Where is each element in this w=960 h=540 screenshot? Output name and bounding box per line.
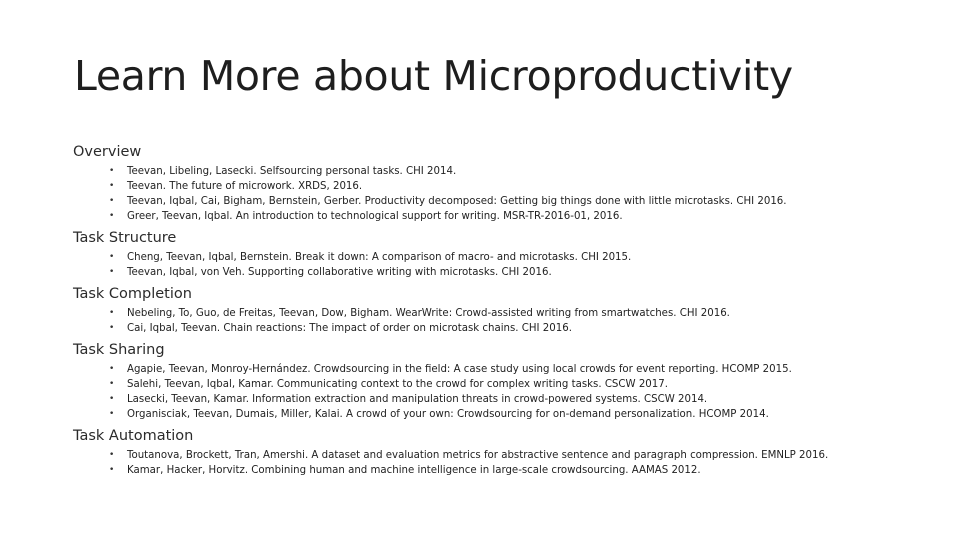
bullet-icon: •: [109, 450, 115, 460]
reference-items: [73, 250, 943, 280]
list-item: [73, 362, 943, 377]
slide-title: Learn More about Microproductivity: [74, 52, 793, 100]
bullet-icon: •: [109, 267, 115, 277]
reference-text: Kamar, Hacker, Horvitz. Combining human and machine intelligence in large-scale crowdsourcing. AAMAS 2012.: [127, 465, 701, 476]
list-item: [73, 321, 943, 336]
reference-text: Teevan. The future of microwork. XRDS, 2016.: [127, 181, 363, 192]
list-item: [73, 392, 943, 407]
list-item: [73, 377, 943, 392]
reference-text: Teevan, Iqbal, Cai, Bigham, Bernstein, Gerber. Productivity decomposed: Getting big things done with little microtasks. CHI 2016.: [127, 196, 787, 207]
list-item: [73, 194, 943, 209]
list-item: [73, 463, 943, 478]
reference-items: [73, 164, 943, 224]
reference-items: [73, 448, 943, 478]
reference-items: [73, 362, 943, 422]
section-task-completion: [73, 285, 943, 336]
bullet-icon: •: [109, 394, 115, 404]
reference-text: Cheng, Teevan, Iqbal, Bernstein. Break it down: A comparison of macro- and microtasks. CHI 2015.: [127, 252, 632, 263]
bullet-icon: •: [109, 465, 115, 475]
reference-text: Greer, Teevan, Iqbal. An introduction to technological support for writing. MSR-TR-2016-01, 2016.: [127, 211, 623, 222]
reference-text: Lasecki, Teevan, Kamar. Information extraction and manipulation threats in crowd-powered systems. CSCW 2014.: [127, 394, 708, 405]
bullet-icon: •: [109, 308, 115, 318]
reference-text: Organisciak, Teevan, Dumais, Miller, Kalai. A crowd of your own: Crowdsourcing for on-demand personalization. HCOMP 2014.: [127, 409, 769, 420]
list-item: [73, 265, 943, 280]
bullet-icon: •: [109, 196, 115, 206]
section-task-automation: [73, 427, 943, 478]
section-heading: Task Automation: [73, 428, 194, 444]
list-item: [73, 164, 943, 179]
bullet-icon: •: [109, 211, 115, 221]
bullet-icon: •: [109, 252, 115, 262]
bullet-icon: •: [109, 181, 115, 191]
reference-text: Toutanova, Brockett, Tran, Amershi. A dataset and evaluation metrics for abstractive sentence and paragraph compression. EMNLP 2016.: [127, 450, 829, 461]
reference-text: Salehi, Teevan, Iqbal, Kamar. Communicating context to the crowd for complex writing tasks. CSCW 2017.: [127, 379, 668, 390]
list-item: [73, 250, 943, 265]
bullet-icon: •: [109, 323, 115, 333]
reference-text: Teevan, Iqbal, von Veh. Supporting collaborative writing with microtasks. CHI 2016.: [127, 267, 552, 278]
reference-list: [73, 143, 943, 483]
list-item: [73, 306, 943, 321]
reference-items: [73, 306, 943, 336]
reference-text: Nebeling, To, Guo, de Freitas, Teevan, Dow, Bigham. WearWrite: Crowd-assisted writing from smartwatches. CHI 2016.: [127, 308, 730, 319]
bullet-icon: •: [109, 379, 115, 389]
section-task-structure: [73, 229, 943, 280]
list-item: [73, 448, 943, 463]
section-overview: [73, 143, 943, 224]
list-item: [73, 209, 943, 224]
bullet-icon: •: [109, 166, 115, 176]
section-heading: Task Completion: [73, 286, 192, 302]
section-heading: Overview: [73, 144, 142, 160]
list-item: [73, 179, 943, 194]
section-heading: Task Sharing: [73, 342, 165, 358]
reference-text: Agapie, Teevan, Monroy-Hernández. Crowdsourcing in the field: A case study using local crowds for event reporting. HCOMP 2015.: [127, 364, 792, 375]
bullet-icon: •: [109, 409, 115, 419]
reference-text: Cai, Iqbal, Teevan. Chain reactions: The impact of order on microtask chains. CHI 2016.: [127, 323, 572, 334]
list-item: [73, 407, 943, 422]
bullet-icon: •: [109, 364, 115, 374]
section-heading: Task Structure: [73, 230, 177, 246]
reference-text: Teevan, Libeling, Lasecki. Selfsourcing personal tasks. CHI 2014.: [127, 166, 457, 177]
section-task-sharing: [73, 341, 943, 422]
